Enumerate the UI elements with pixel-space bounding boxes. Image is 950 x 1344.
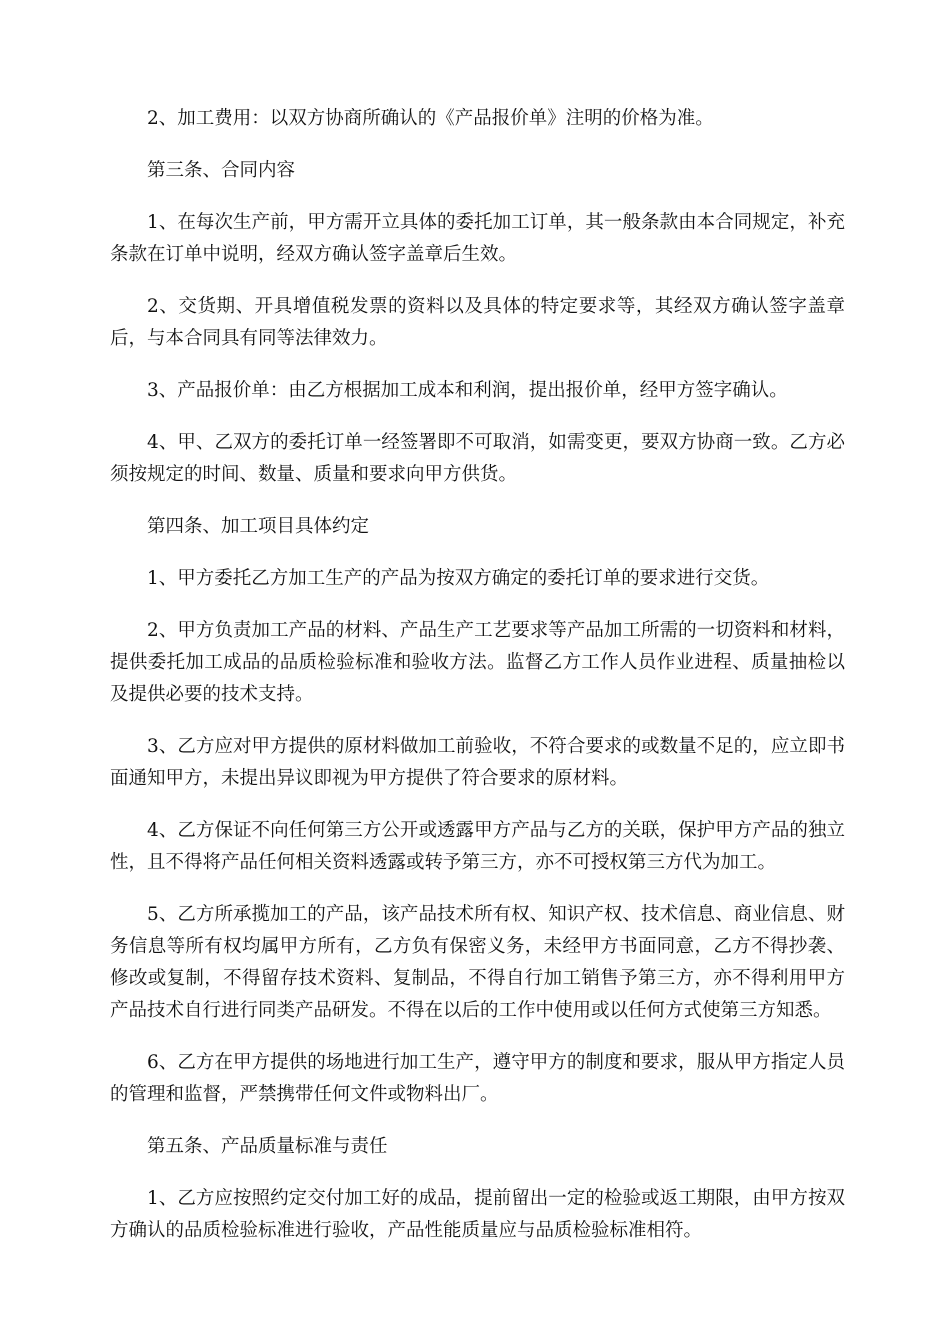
paragraph-article-4-item-3: 3、乙方应对甲方提供的原材料做加工前验收，不符合要求的或数量不足的，应立即书面通知甲方，未提出异议即视为甲方提供了符合要求的原材料。 [110,736,845,789]
paragraph-article-5-item-1: 1、乙方应按照约定交付加工好的成品，提前留出一定的检验或返工期限，由甲方按双方确认的品质检验标准进行验收，产品性能质量应与品质检验标准相符。 [110,1188,845,1241]
paragraph-article-4-item-2: 2、甲方负责加工产品的材料、产品生产工艺要求等产品加工所需的一切资料和材料，提供委托加工成品的品质检验标准和验收方法。监督乙方工作人员作业进程、质量抽检以及提供必要的技术支持。 [110,620,845,705]
paragraph-article-4-item-1: 1、甲方委托乙方加工生产的产品为按双方确定的委托订单的要求进行交货。 [147,568,770,589]
section-heading-article-5: 第五条、产品质量标准与责任 [147,1136,388,1157]
paragraph-article-3-item-1: 1、在每次生产前，甲方需开立具体的委托加工订单，其一般条款由本合同规定，补充条款在订单中说明，经双方确认签字盖章后生效。 [110,212,845,265]
section-heading-article-4: 第四条、加工项目具体约定 [147,516,370,537]
paragraph-article-4-item-4: 4、乙方保证不向任何第三方公开或透露甲方产品与乙方的关联，保护甲方产品的独立性，且不得将产品任何相关资料透露或转予第三方，亦不可授权第三方代为加工。 [110,820,845,873]
paragraph-article-4-item-6: 6、乙方在甲方提供的场地进行加工生产，遵守甲方的制度和要求，服从甲方指定人员的管理和监督，严禁携带任何文件或物料出厂。 [110,1052,845,1105]
paragraph-article-3-item-3: 3、产品报价单：由乙方根据加工成本和利润，提出报价单，经甲方签字确认。 [147,380,788,401]
paragraph-article-3-item-4: 4、甲、乙双方的委托订单一经签署即不可取消，如需变更，要双方协商一致。乙方必须按规定的时间、数量、质量和要求向甲方供货。 [110,432,845,485]
document-page [110,103,845,1267]
section-heading-article-3: 第三条、合同内容 [147,160,296,181]
paragraph-article-4-item-5: 5、乙方所承揽加工的产品，该产品技术所有权、知识产权、技术信息、商业信息、财务信息等所有权均属甲方所有，乙方负有保密义务，未经甲方书面同意，乙方不得抄袭、修改或复制，不得留存技术资料、复制品，不得自行加工销售予第三方，亦不得利用甲方产品技术自行进行同类产品研发。不得在以后的工作中使用或以任何方式使第三方知悉。 [110,904,845,1021]
paragraph-article-3-item-2: 2、交货期、开具增值税发票的资料以及具体的特定要求等，其经双方确认签字盖章后，与本合同具有同等法律效力。 [110,296,845,349]
paragraph-processing-fee: 2、加工费用：以双方协商所确认的《产品报价单》注明的价格为准。 [147,108,714,129]
